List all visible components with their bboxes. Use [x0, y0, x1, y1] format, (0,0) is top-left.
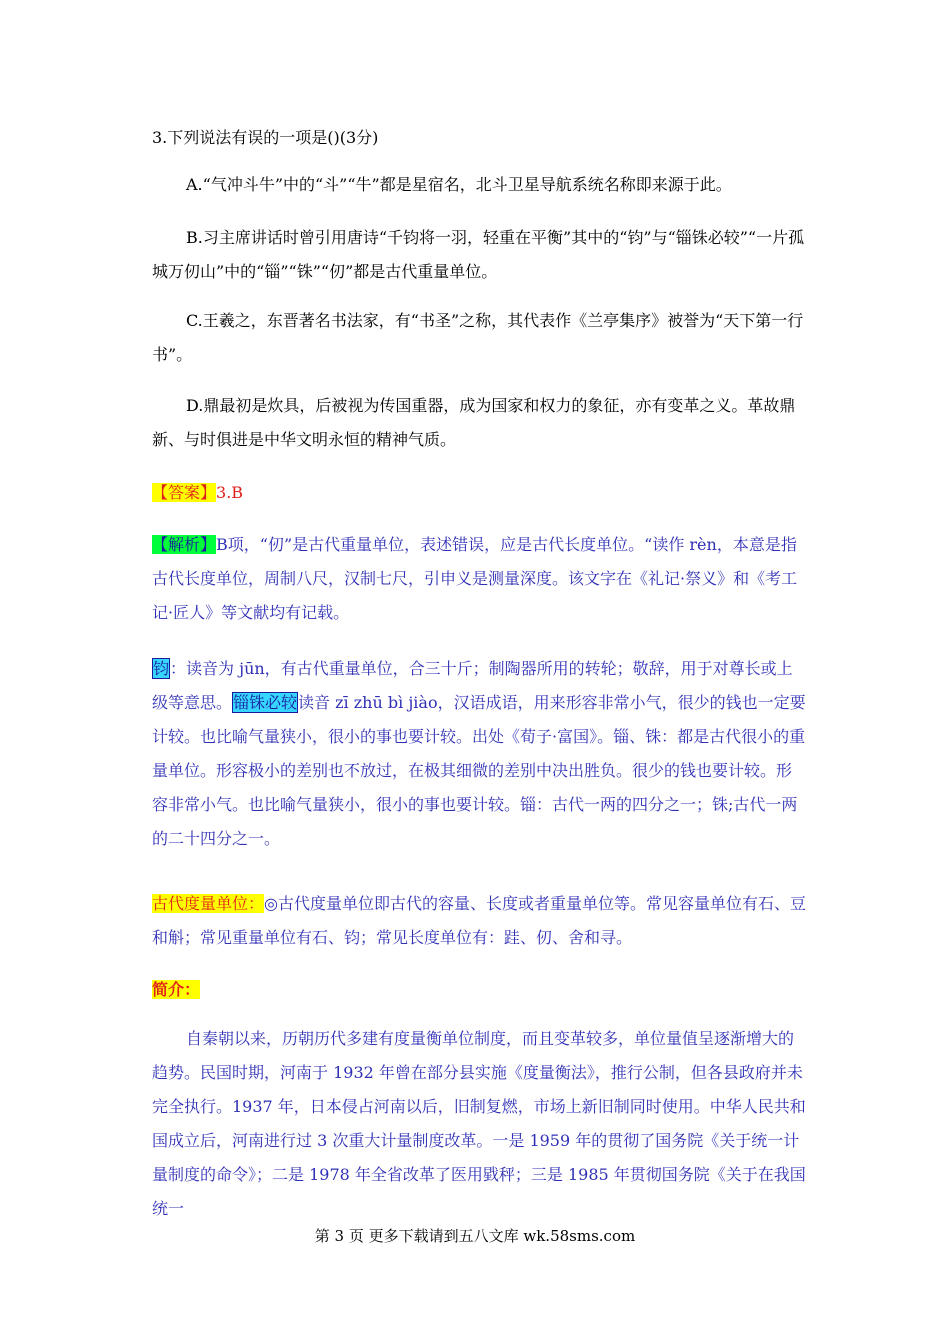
answer-value: 3.B	[216, 483, 244, 502]
units-label: 古代度量单位：	[152, 894, 265, 913]
page-footer: 第 3 页 更多下载请到五八文库 wk.58sms.com	[314, 1227, 636, 1245]
units-text: ◎古代度量单位即古代的容量、长度或者重量单位等。常见容量单位有石、豆和斛；常见重量单位有石、钧；常见长度单位有：跬、仞、舍和寻。	[152, 894, 806, 947]
intro-paragraph: 自秦朝以来，历朝历代多建有度量衡单位制度，而且变革较多，单位量值呈逐渐增大的趋势。民国时期，河南于 1932 年曾在部分县实施《度量衡法》，推行公制，但各县政府并未完全执行。1937 年，日本侵占河南以后，旧制复燃，市场上新旧制同时使用。中华人民共和国成立后，河南进行过 3 次重大计量制度改革。一是 1959 年的贯彻了国务院《关于统一计量制度的命令》；二是 1978 年全省改革了医用戥秤；三是 1985 年贯彻国务院《关于在我国统一	[152, 1029, 806, 1218]
jun-text: ：读音为 jūn，有古代重量单位，合三十斤；制陶器所用的转轮；敬辞，用于对尊长或上级等意思。	[152, 659, 793, 712]
option-d: D.鼎最初是炊具，后被视为传国重器，成为国家和权力的象征，亦有变革之义。革故鼎新、与时俱进是中华文明永恒的精神气质。	[152, 396, 796, 449]
intro-label: 简介：	[152, 980, 201, 999]
answer-label: 【答案】	[152, 483, 217, 502]
analysis-text: B项，“仞”是古代重量单位，表述错误，应是古代长度单位。“读作 rèn，本意是指古代长度单位，周制八尺，汉制七尺，引申义是测量深度。该文字在《礼记·祭义》和《考工记·匠人》等文献均有记载。	[152, 535, 798, 622]
notes-paragraph	[152, 652, 807, 856]
option-b: B.习主席讲话时曾引用唐诗“千钧将一羽，轻重在平衡”其中的“钧”与“锱铢必较”“一片孤城万仞山”中的“锱”“铢”“仞”都是古代重量单位。	[152, 228, 805, 281]
units-paragraph	[152, 887, 807, 955]
answer-line	[152, 476, 807, 510]
zizhu-text: 读音 zī zhū bì jiào，汉语成语，用来形容非常小气，很少的钱也一定要计较。也比喻气量狭小，很小的事也要计较。出处《荀子·富国》。锱、铢：都是古代很小的重量单位。形容极小的差别也不放过，在极其细微的差别中决出胜负。很少的钱也要计较。形容非常小气。也比喻气量狭小，很小的事也要计较。锱：古代一两的四分之一；铢;古代一两的二十四分之一。	[152, 693, 806, 848]
analysis-paragraph	[152, 528, 807, 630]
analysis-label: 【解析】	[152, 535, 217, 554]
intro-heading-line	[152, 973, 807, 1007]
zizhu-term: 锱铢必较	[233, 693, 298, 712]
question-stem: 3.下列说法有误的一项是()(3分)	[152, 128, 379, 147]
option-c: C.王羲之，东晋著名书法家，有“书圣”之称，其代表作《兰亭集序》被誉为“天下第一行书”。	[152, 311, 804, 364]
jun-term: 钧	[153, 659, 170, 678]
option-a: A.“气冲斗牛”中的“斗”“牛”都是星宿名，北斗卫星导航系统名称即来源于此。	[186, 175, 732, 194]
